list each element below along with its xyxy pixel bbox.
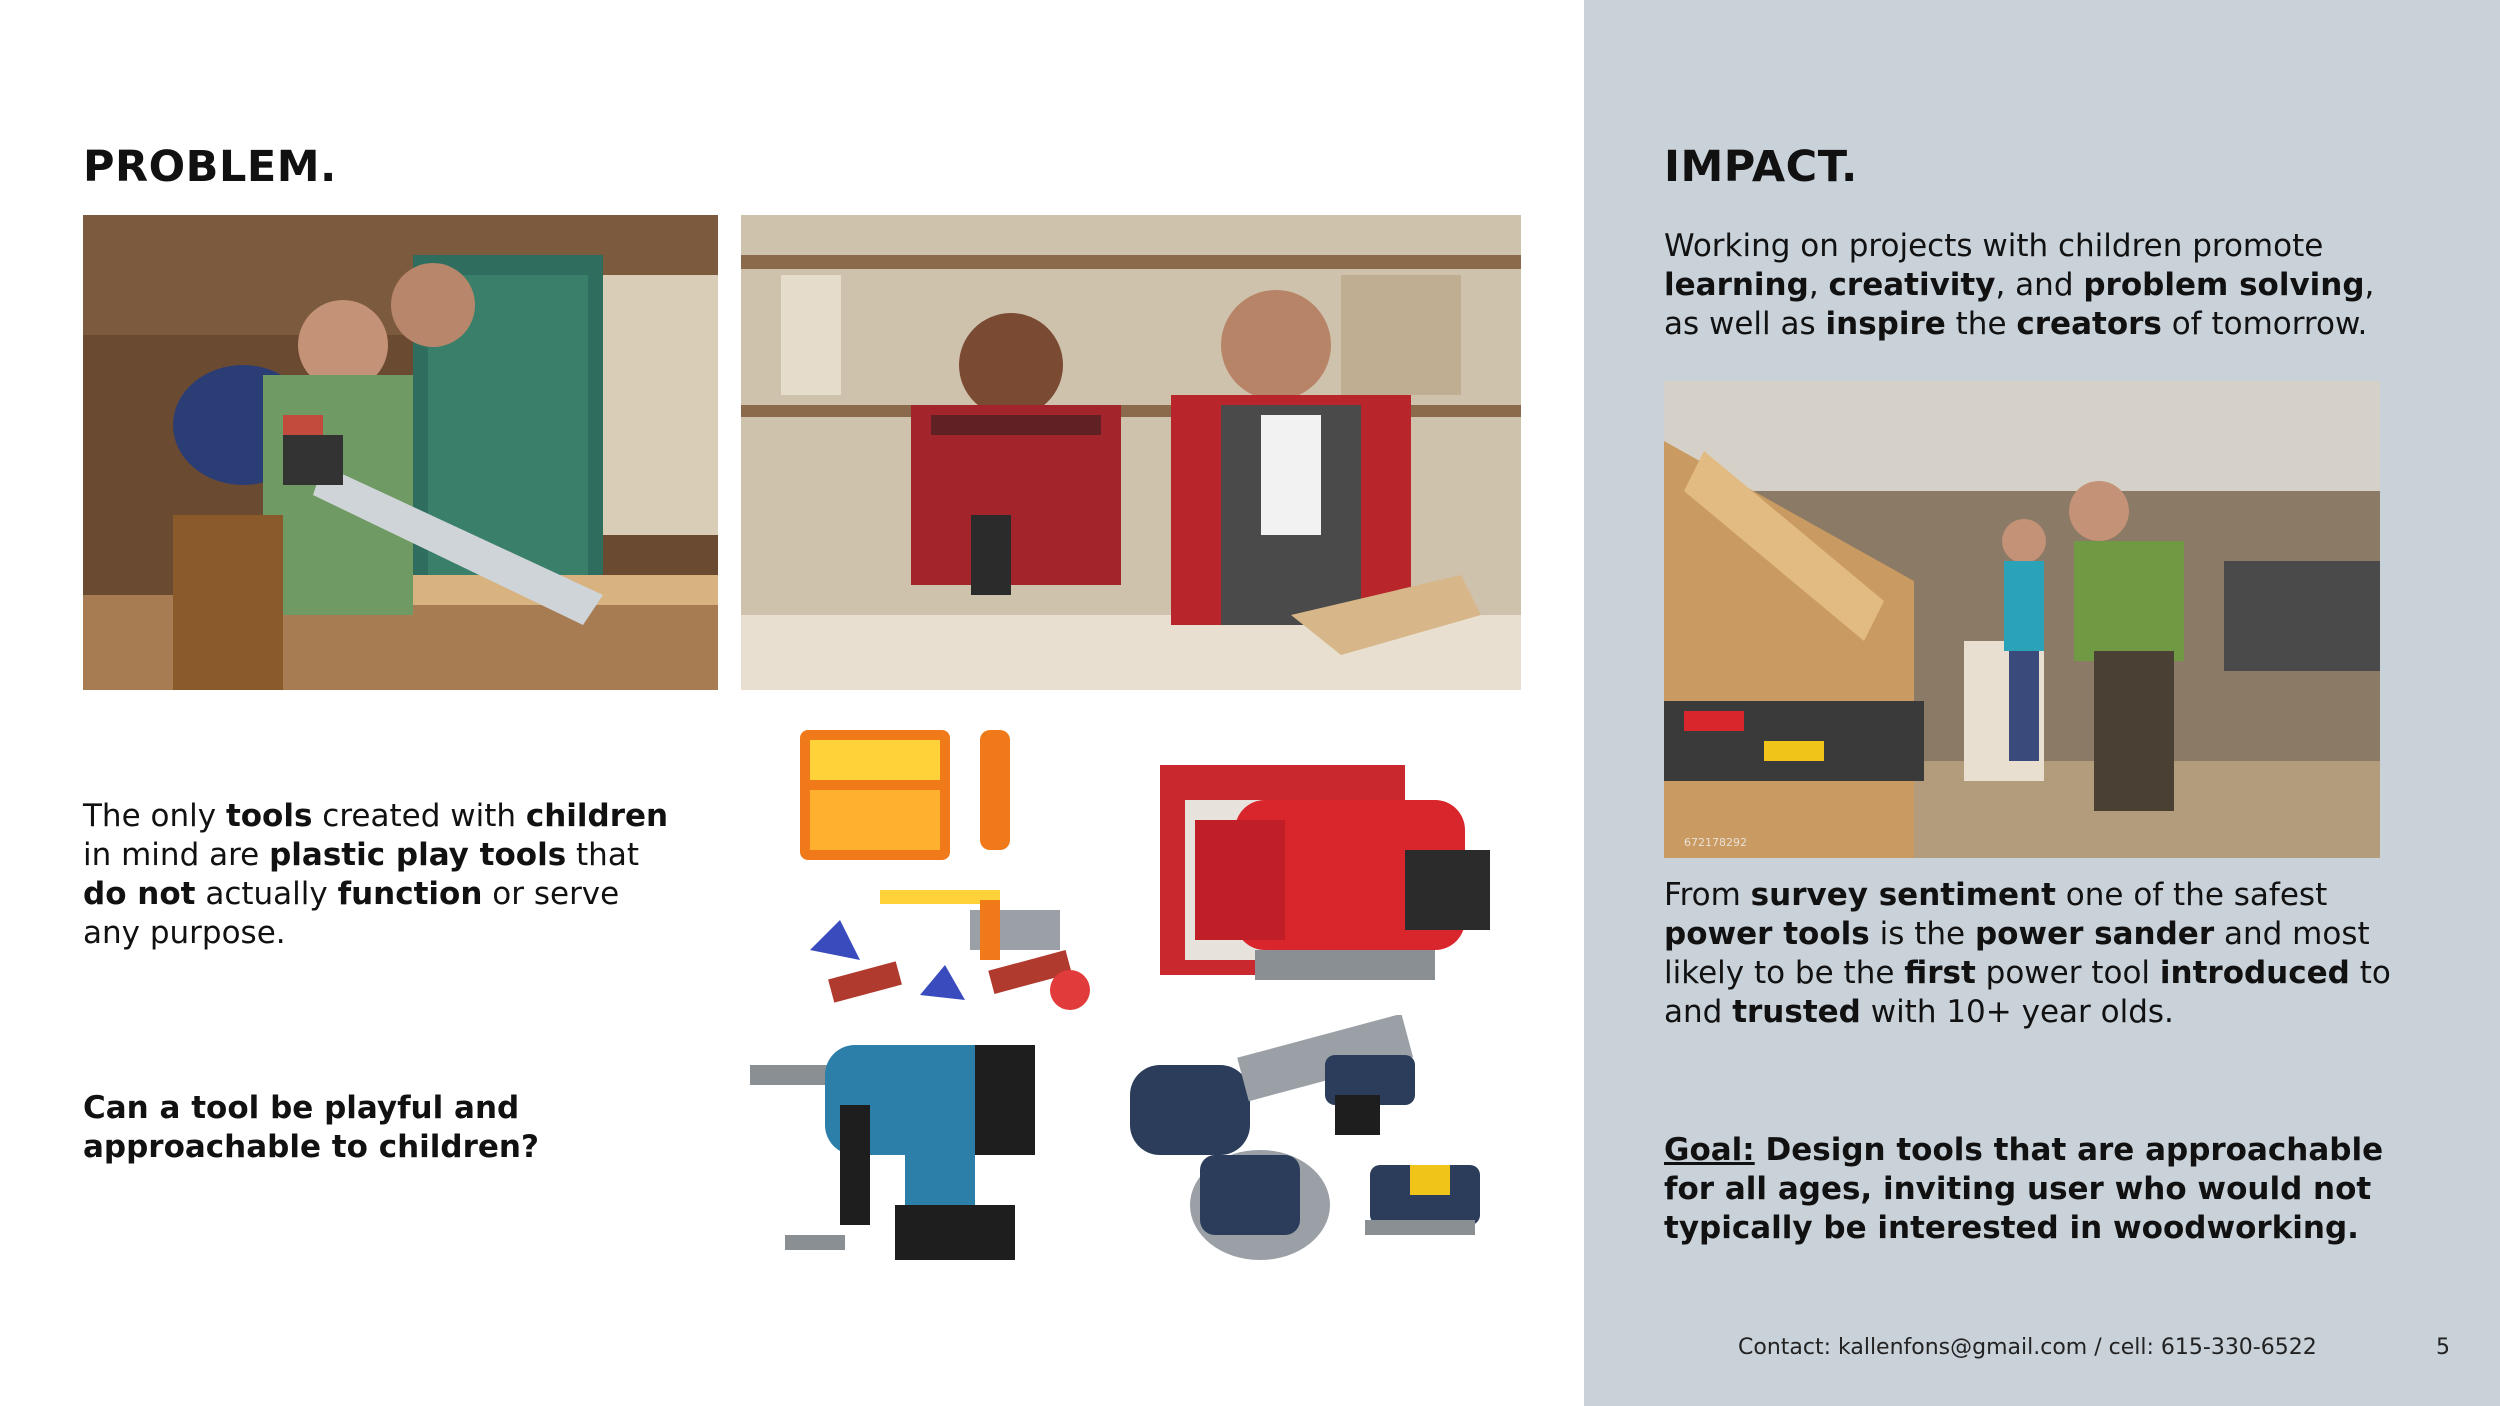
body-text: created with (312, 798, 526, 834)
body-text: , as well as (1664, 267, 2375, 342)
body-text: The only (83, 798, 226, 834)
body-text: is the (1869, 916, 1975, 952)
emphasis-text: children (525, 798, 669, 834)
workshop-drilling-photo (741, 215, 1521, 690)
emphasis-text: introduced (2159, 955, 2350, 991)
body-text: the (1945, 306, 2017, 342)
goal-text: Design tools that are approachable for all ages, inviting user who would not typically be interested in woodworking. (1664, 1132, 2384, 1246)
impact-heading: IMPACT. (1664, 142, 1858, 192)
toy-hammer-drill-photo (745, 1035, 1095, 1285)
emphasis-text: power sander (1974, 916, 2215, 952)
toy-tool-set-photo (780, 720, 1100, 1025)
body-text: or serve any purpose. (83, 876, 620, 951)
father-son-sawing-photo (83, 215, 718, 690)
body-text: in mind are (83, 837, 270, 873)
body-text: power tool (1975, 955, 2160, 991)
impact-survey (1664, 876, 2404, 1032)
body-text: , and (1995, 267, 2084, 303)
toy-power-tools-box-photo (1155, 760, 1500, 1000)
emphasis-text: do not (83, 876, 196, 912)
emphasis-text: tools (225, 798, 313, 834)
page-number: 5 (2436, 1335, 2450, 1360)
emphasis-text: function (337, 876, 483, 912)
goal-label: Goal: (1664, 1132, 1755, 1168)
emphasis-text: problem solving (2083, 267, 2365, 303)
body-text: of tomorrow. (2161, 306, 2368, 342)
emphasis-text: power tools (1664, 916, 1870, 952)
emphasis-text: plastic play tools (269, 837, 567, 873)
contact-info: Contact: kallenfons@gmail.com / cell: 615-330-6522 (1738, 1335, 2317, 1360)
body-text: with 10+ year olds. (1860, 994, 2174, 1030)
emphasis-text: creators (2016, 306, 2162, 342)
impact-intro (1664, 227, 2404, 344)
photo-watermark: 672178292 (1684, 836, 1747, 849)
goal-statement (1664, 1131, 2384, 1248)
body-text: that (566, 837, 639, 873)
emphasis-text: first (1904, 955, 1976, 991)
emphasis-text: survey sentiment (1750, 877, 2056, 913)
body-text: actually (195, 876, 338, 912)
body-text: From (1664, 877, 1751, 913)
body-text: to and (1664, 955, 2391, 1030)
body-text: one of the safest (2055, 877, 2328, 913)
problem-description (83, 797, 683, 953)
body-text: Working on projects with children promote (1664, 228, 2324, 264)
body-text: and most likely to be the (1664, 916, 2370, 991)
emphasis-text: inspire (1825, 306, 1946, 342)
problem-heading: PROBLEM. (83, 142, 337, 192)
problem-question: Can a tool be playful and approachable to children? (83, 1090, 539, 1165)
emphasis-text: creativity (1828, 267, 1996, 303)
emphasis-text: trusted (1732, 994, 1861, 1030)
wood-shop-father-child-photo (1664, 381, 2380, 858)
toy-power-tool-set-photo (1110, 1015, 1510, 1290)
emphasis-text: learning (1664, 267, 1809, 303)
body-text: , (1808, 267, 1829, 303)
